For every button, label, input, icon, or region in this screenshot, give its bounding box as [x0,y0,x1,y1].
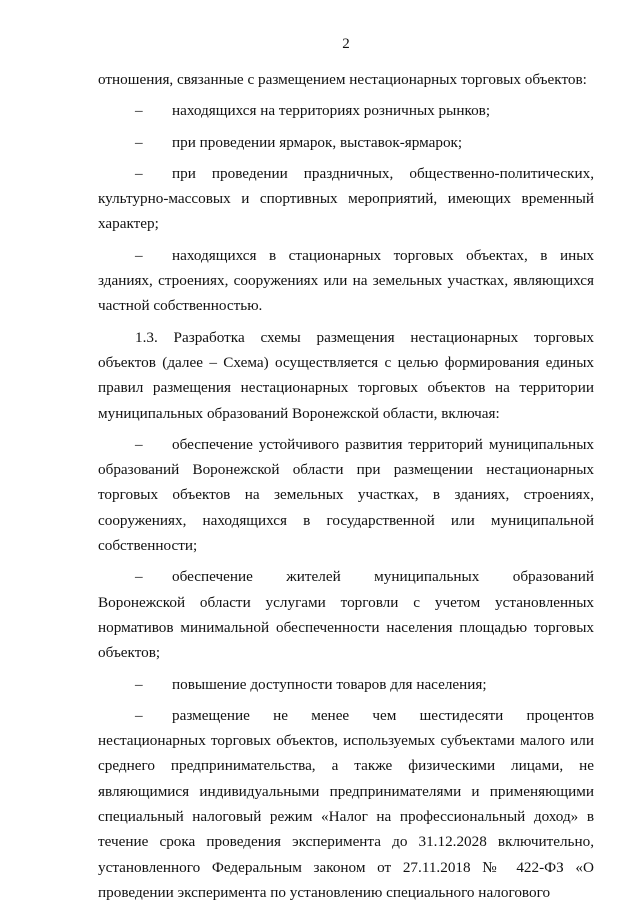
list-item-text: находящихся на территориях розничных рынков; [172,102,491,120]
document-body [98,67,594,905]
dash-marker: – [135,435,143,453]
list-item [98,432,594,558]
list-item [98,130,594,155]
list-item-text: размещение не менее чем шестидесяти процентов нестационарных торговых объектов, используемых субъектами малого или среднего предпринимательства, а также физическими лицами, не являющимися индивидуальными предпринимателями и применяющими специальный налоговый режим «Налог на профессиональный доход» в течение срока проведения эксперимента до 31.12.2028 включительно, установленного Федеральным законом от 27.11.2018 № 422-ФЗ «О проведении эксперимента по установлению специального налогового [98,706,594,901]
dash-marker: – [135,133,143,151]
list-item [98,98,594,123]
list-item [98,703,594,905]
list-item-text: находящихся в стационарных торговых объектах, в иных зданиях, строениях, сооружениях или на земельных участках, являющихся частной собственностью. [98,246,594,315]
page-number: 2 [342,36,350,52]
intro-line: отношения, связанные с размещением нестационарных торговых объектов: [98,71,587,88]
list-item-text: обеспечение устойчивого развития территорий муниципальных образований Воронежской области при размещении нестационарных торговых объектов на земельных участках, в зданиях, строениях, сооружениях, находящихся в государственной или муниципальной собственности; [98,435,594,555]
list-item-text: при проведении ярмарок, выставок-ярмарок; [172,133,463,151]
list-item [98,564,594,665]
list-item-text: повышение доступности товаров для населения; [172,675,487,693]
section-1-3-paragraph: 1.3. Разработка схемы размещения нестационарных торговых объектов (далее – Схема) осуществляется с целью формирования единых правил размещения нестационарных торговых объектов на территории муниципальных образований Воронежской области, включая: [98,328,594,422]
dash-marker: – [135,246,143,264]
list-item [98,243,594,319]
dash-marker: – [135,568,143,586]
dash-marker: – [135,102,143,120]
list-item [98,672,594,697]
dash-marker: – [135,675,143,693]
dash-marker: – [135,164,143,182]
list-item-text: обеспечение жителей муниципальных образований Воронежской области услугами торговли с учетом установленных нормативов минимальной обеспеченности населения площадью торговых объектов; [98,568,594,662]
list-item-text: при проведении праздничных, общественно-политических, культурно-массовых и спортивных мероприятий, имеющих временный характер; [98,164,594,233]
list-item [98,161,594,237]
dash-marker: – [135,706,143,724]
